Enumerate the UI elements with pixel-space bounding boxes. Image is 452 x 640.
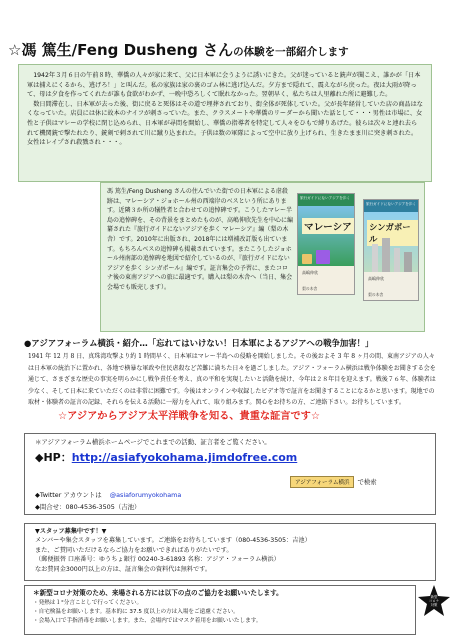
book-cover-malaysia — [297, 193, 355, 295]
book-malaysia-series: 旅行ガイドにないアジアを歩く — [300, 196, 351, 200]
contact-note: ＊アジアフォーラム横浜ホームページでこれまでの活動、証言者をご覧ください。 — [35, 438, 271, 446]
forum-heading: ●アジアフォーラム横浜・紹介…「忘れてはいけない！日本軍によるアジアへの戦争加害！」 — [24, 338, 374, 348]
search-tag[interactable]: アジアフォーラム横浜 — [290, 476, 354, 488]
book-cover-singapore — [363, 199, 419, 301]
story-paragraph-1: 1942年３月６日の午前８時、華僑の人々が家に来て、父に日本軍に会うように誘いにきた。父が迷っていると銃声が聞こえ、誰かが「日本軍は捕えにくるから、逃げろ！」と叫んだ。私の家族は家の裏のゴム林に逃げ込んだ。夕方まで隠れて、震えながら戻った。夜は大雨が降って、母は夕食を作ってくれたが誰も食欲がわかず、一晩中恐ろしくて眠れなかった。翌朝早く、私たちは人里離れた所に避難した。 — [27, 72, 421, 99]
book-singapore-publisher: 梨の木舎 — [368, 292, 384, 297]
twitter-label: ◆Twitter アカウントは — [35, 491, 102, 499]
page-title — [8, 40, 448, 62]
twitter-row — [35, 490, 181, 499]
twitter-handle[interactable]: @asiaforumyokohama — [109, 491, 182, 499]
book-malaysia-author: 高嶋伸欣 — [302, 270, 318, 275]
contact-box — [24, 433, 436, 515]
book-malaysia-title: マレーシア — [302, 218, 354, 234]
title-suffix: の体験を一部紹介します — [233, 46, 349, 58]
book-intro-text: 馮 篤生/Feng Dusheng さんの住んでいた街での日本軍による虐殺跡は、マレーシア・ジョホール州の西端岸のベスという所にあります。近隣３か所の犠牲者と合わせての追悼碑です。こうしたマレー半島の追悼碑を、その背景をまとめたものが、高嶋伸欣先生を中心に編纂された『旅行ガイドにないアジアを歩く マレーシア』編（梨の木舎）です。2010年に出版され、2018年には増補改訂版も出ています。もちろんベスの追悼碑も掲載されています。またこうしたジョホール州南部の追悼碑を地図で紹介しているのが、『旅行ガイドにないアジアを歩く シンガポール』編です。証言集会の予習に、またコロナ後の東南アジアへの旅に最適です。購入は梨の木舎へ（当日、集会会場でも販売します）。 — [107, 188, 294, 291]
star-text-3: 対策 — [430, 603, 438, 607]
star-badge-icon — [418, 585, 450, 617]
title-main: ☆馮 篤生/Feng Dusheng さん — [8, 41, 234, 59]
story-paragraph-2: 数日間滞在し、日本軍が去った後、街に戻ると死体はその道で埋葬されており、街全体が死体していた。父が長年経営していた店の商品はなくなっていた。店員には休に故本のナイフが刺さっていた。また、クラスメートや華僑のリーダーから聞いた話として・・・男性は市場に、女性と子供はマレーの学校に閉じ込められ、日本軍が尋問を開始し、華僑の指導者を特定して人々をひもで縛りあげた。彼らは次々と連れ去られて機関銃で撃たれたり、銃剣で刺されて川に蹴り込まれた。子供は数の軍隊によって空中に放り上げられ、生きたまま川に突き刺された。女性はレイプされ殺戮され・・・。 — [27, 100, 423, 147]
story-box — [18, 64, 432, 182]
covid-item-2: ・自宅検温をお願いします。基本的に 37.5 度以上の方は入場をご遠慮ください。 — [33, 608, 239, 615]
forum-body: 1941 年 12 月 8 日、真珠湾攻撃より約 1 時間早く、日本軍はマレー半島への侵略を開始しました。その後およそ 3 年 8 ヶ月の間、東南アジアの人々は日本軍の統治下に置かれ、各地で横暴な軍政や住民虐殺など苦難に満ちた日々を過ごしました。アジア・フォーラム横浜は戦争体験をお聞きする会を通じて、さまざまな歴史の事実を明らかにし戦争責任を考え、真の平和を実現したいと活動を続け、今年は２８年目を迎えます。戦後７６年、体験者は少なく、そして日本に来ていただくのは非常に困難です。今後はオンラインや収録したビデオ等で証言をお聞きすることになるかと思います。現地での取材・体験者の証言の記録、それらを伝える活動に一層力を入れて、取り組みます。関心をお持ちの方、ご連絡下さい。お待ちしています。 — [28, 353, 436, 407]
covid-heading: ＊新型コロナ対策のため、来場される方には以下の点のご協力をお願いいたします。 — [33, 589, 283, 597]
book-singapore-series: 旅行ガイドにないアジアを歩く — [366, 202, 417, 206]
testimony-banner: ☆アジアからアジア太平洋戦争を知る、貴重な証言です☆ — [58, 411, 320, 422]
covid-item-3: ・会場入口で手指消毒をお願いします。また、会場内ではマスク着用をお願いいたします。 — [33, 617, 262, 624]
star-text-2: コロナ — [428, 599, 440, 603]
book-intro-box — [100, 182, 425, 332]
book-malaysia-publisher: 梨の木舎 — [302, 286, 318, 291]
homepage-row — [35, 449, 297, 465]
staff-recruit-box — [24, 523, 436, 581]
search-row — [287, 476, 377, 488]
covid-box — [24, 585, 416, 635]
contact-phone: ◆問合せ：080-4536-3505（吉池） — [35, 503, 141, 511]
homepage-link[interactable]: http://asiafyokohama.jimdofree.com — [71, 451, 298, 464]
book-singapore-author: 高嶋伸欣 — [368, 276, 384, 281]
search-suffix: で検索 — [357, 478, 377, 486]
book-singapore-title: シンガポール — [367, 220, 418, 246]
star-text-1: 新型 — [430, 595, 438, 599]
staff-line-4: なお賛同金3000円以上の方は、証言集会の資料代は無料です。 — [35, 565, 212, 573]
covid-item-1: ・発熱は１°分言ことしで行ってください。 — [33, 599, 143, 606]
homepage-label: ◆HP： — [35, 451, 72, 464]
staff-line-3: （郵便振替 口座番号：ゆうちょ銀行 00240-3-61893 名称：アジア・フォーラム横浜） — [35, 556, 280, 564]
staff-heading: ▼スタッフ募集中です！▼ — [35, 528, 107, 535]
staff-line-1: メンバーや集会スタッフを募集しています。ご連絡をお待ちしています（080-4536-3505：吉池） — [35, 537, 311, 545]
staff-line-2: また、ご賛同いただけるならご協力をお願いできればありがたいです。 — [35, 546, 233, 554]
